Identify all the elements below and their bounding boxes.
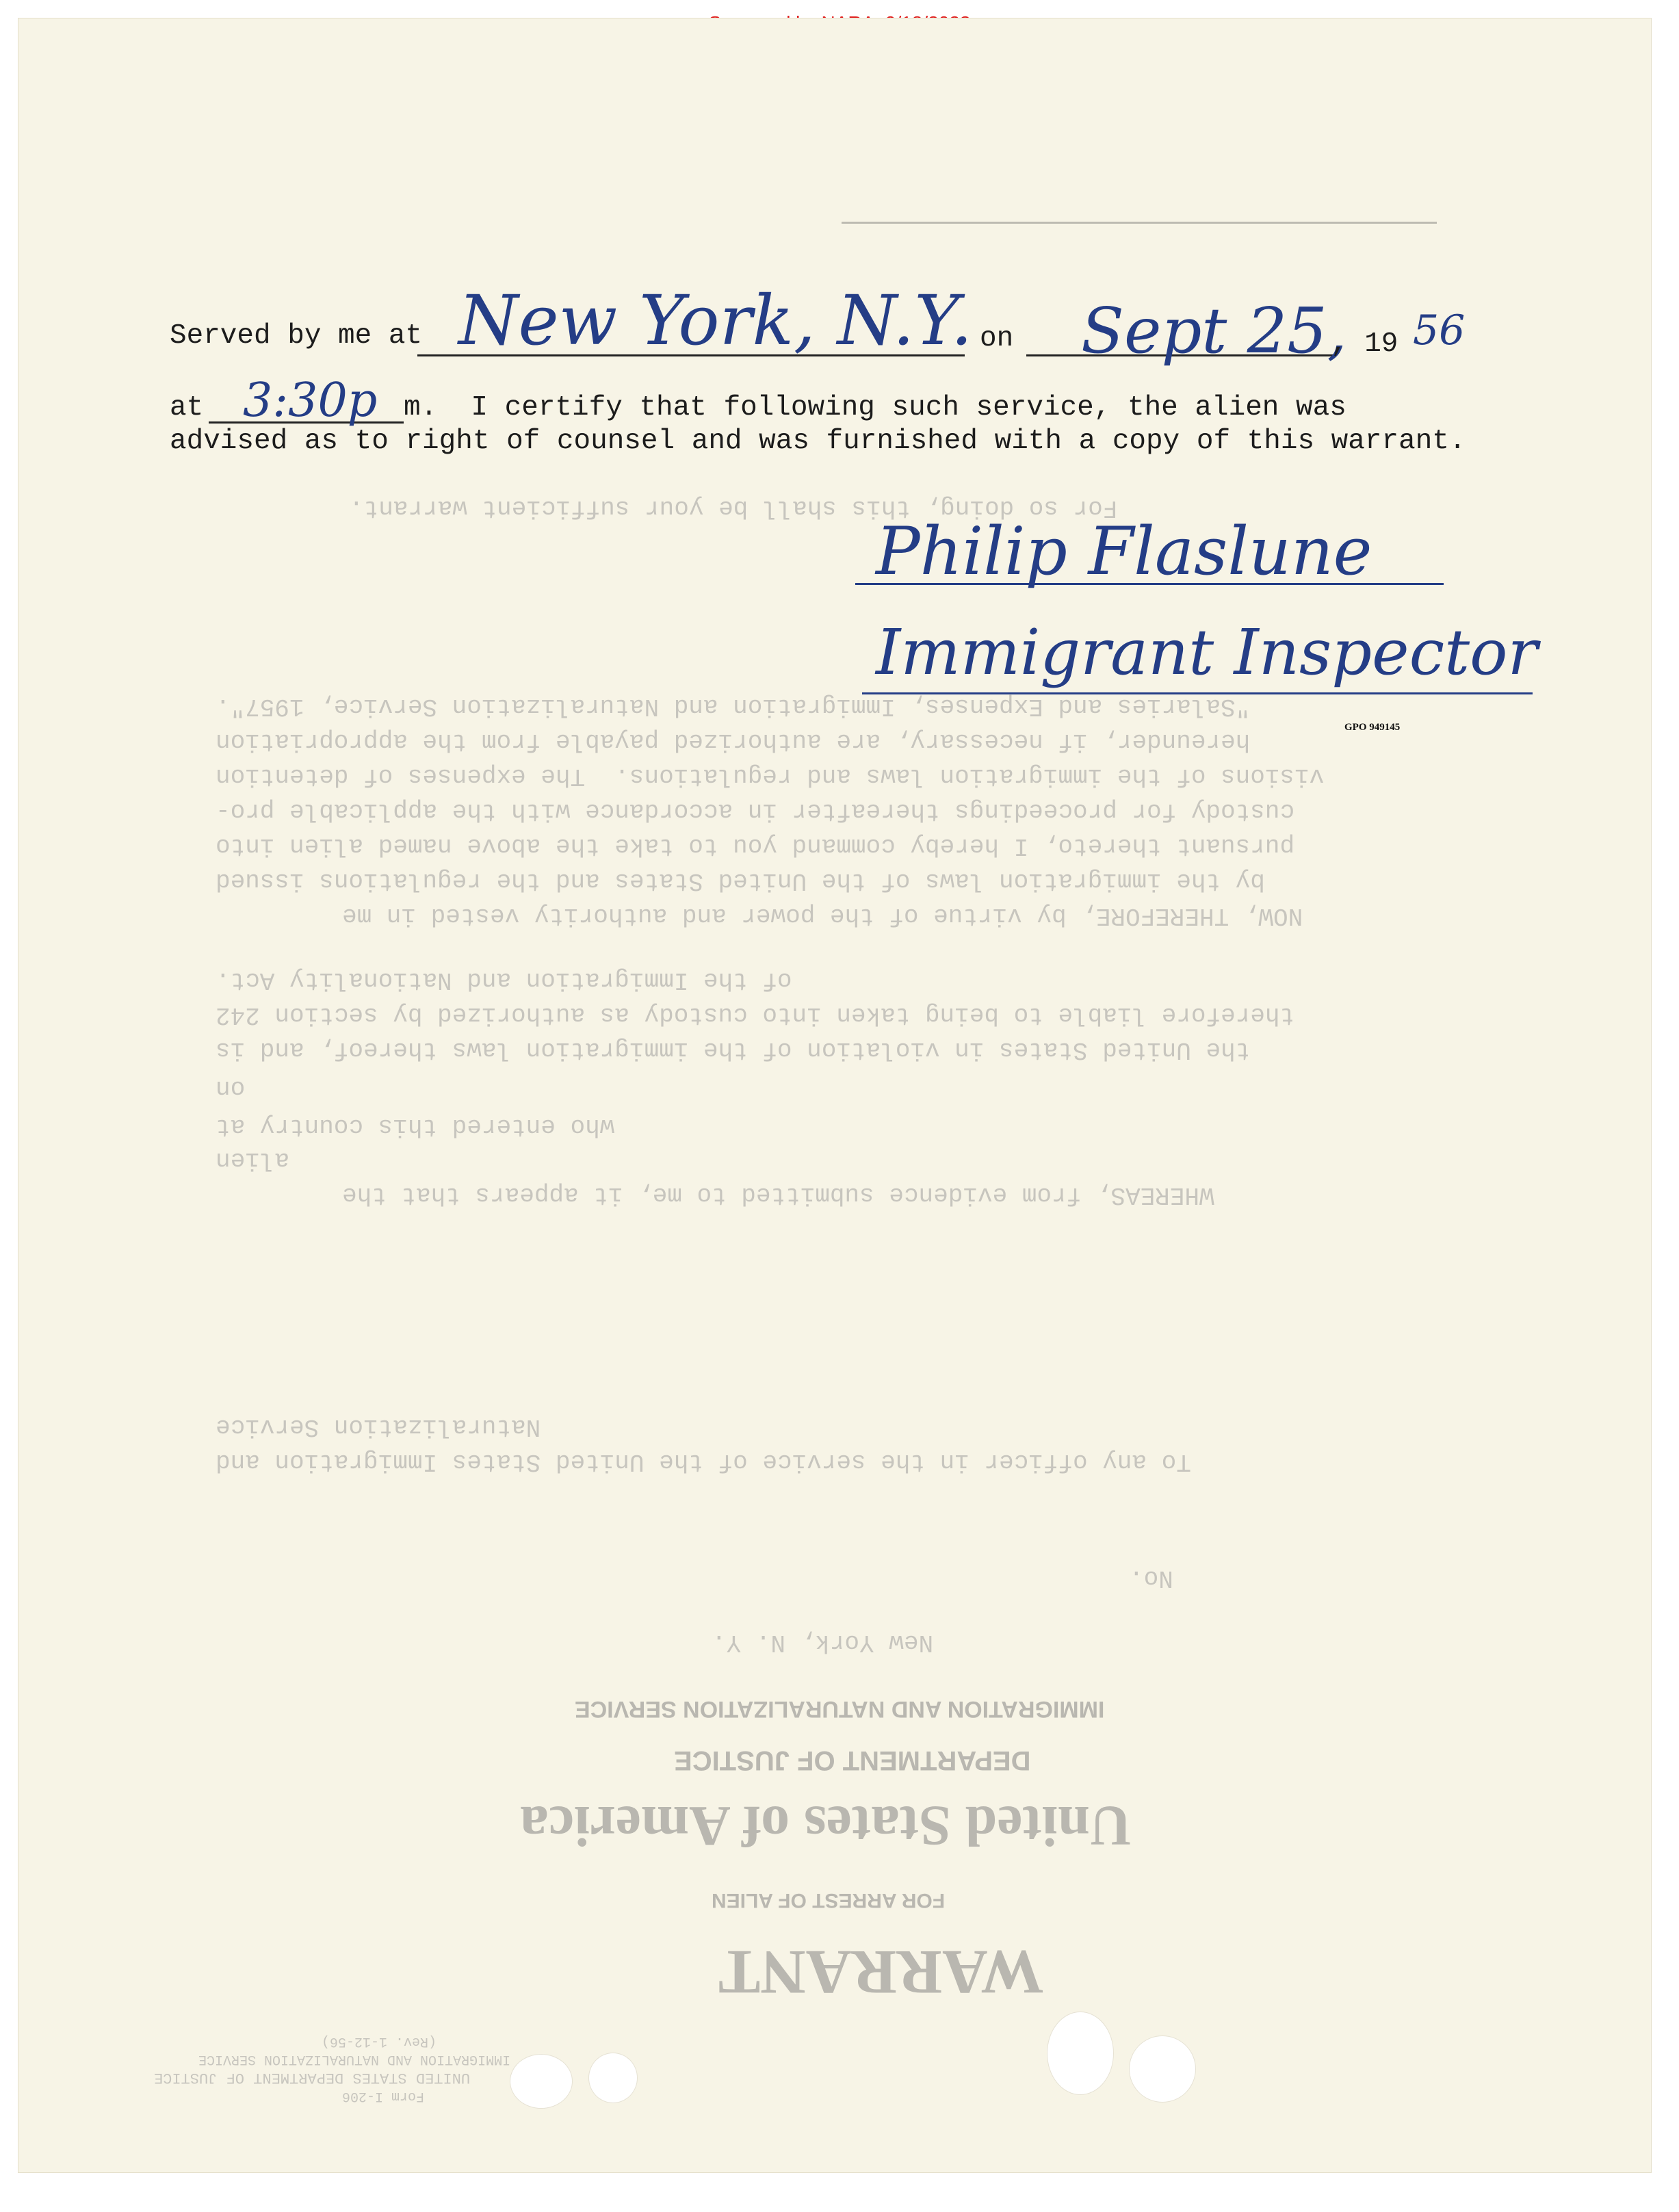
show-through-department: DEPARTMENT OF JUSTICE	[674, 1745, 1031, 1775]
inspector-title: Immigrant Inspector	[876, 616, 1538, 689]
served-on-label: on	[980, 323, 1014, 354]
served-date-value: Sept 25,	[1081, 294, 1347, 367]
show-through-now-line-5: visions of the immigration laws and regulations. The expenses of detention	[216, 762, 1325, 790]
signature-underline	[855, 583, 1444, 585]
show-through-agency: IMMIGRATION AND NATURALIZATION SERVICE	[575, 1696, 1105, 1722]
show-through-now-line-1: NOW, THEREFORE, by virtue of the power and authority vested in me	[342, 902, 1303, 930]
show-through-now-line-2: by the immigration laws of the United States and the regulations issued	[216, 867, 1265, 895]
show-through-now-line-3: pursuant thereto, I hereby command you to take the above named alien into	[216, 832, 1295, 860]
show-through-addressee-line-1: To any officer in the service of the United States Immigration and	[216, 1448, 1191, 1476]
served-place-value: New York, N.Y.	[458, 281, 973, 361]
show-through-whereas-line-4: on	[216, 1074, 246, 1102]
show-through-now-line-7: "Salaries and Expenses, Immigration and Naturalization Service, 1957".	[216, 692, 1251, 720]
show-through-country: United States of America	[520, 1794, 1132, 1858]
show-through-whereas-line-1: WHEREAS, from evidence submitted to me, it appears that the	[342, 1181, 1214, 1209]
time-value: 3:30p	[243, 374, 378, 428]
show-through-form-line-3: IMMIGRATION AND NATURALIZATION SERVICE	[198, 2051, 511, 2067]
show-through-title: WARRANT	[718, 1938, 1044, 2007]
show-through-now-line-6: hereunder, if necessary, are authorized payable from the appropriation	[216, 727, 1251, 755]
show-through-addressee-line-2: Naturalization Service	[216, 1413, 541, 1441]
show-through-whereas-line-7: of the Immigration and Nationality Act.	[216, 966, 792, 994]
show-through-now-line-4: custody for proceedings thereafter in accordance with the applicable pro-	[216, 797, 1295, 825]
show-through-form-line-2: UNITED STATES DEPARTMENT OF JUSTICE	[154, 2069, 471, 2086]
show-through-whereas-line-5: the United States in violation of the immigration laws thereof, and is	[216, 1036, 1251, 1064]
time-at-label: at	[170, 392, 204, 424]
certify-line-1: m. I certify that following such service, the alien was	[404, 392, 1346, 424]
show-through-whereas-line-3: who entered this country at	[216, 1112, 615, 1141]
punch-hole-right-2	[1129, 2035, 1196, 2103]
show-through-form-line-1: Form I-206	[342, 2088, 425, 2104]
show-through-number-label: No.	[1129, 1564, 1173, 1592]
show-through-final-line: For so doing, this shall be your sufficient warrant.	[349, 494, 1118, 522]
show-through-office: New York, N. Y.	[712, 1628, 934, 1656]
show-through-whereas-line-2: alien	[216, 1146, 290, 1174]
show-through-subtitle: FOR ARREST OF ALIEN	[712, 1889, 946, 1912]
inspector-signature: Philip Flaslune	[876, 513, 1372, 590]
show-through-whereas-line-6: therefore liable to being taken into custody as authorized by section 242	[216, 1001, 1295, 1029]
gpo-mark: GPO 949145	[1344, 722, 1401, 733]
title-underline	[862, 692, 1533, 694]
served-year-value: 56	[1413, 307, 1466, 354]
punch-hole-left	[510, 2054, 573, 2109]
certify-line-2: advised as to right of counsel and was furnished with a copy of this warrant.	[170, 426, 1466, 457]
top-rule	[842, 222, 1437, 224]
served-year-prefix: , 19	[1331, 328, 1398, 360]
punch-hole-left-2	[588, 2053, 638, 2103]
punch-hole-right	[1047, 2012, 1114, 2095]
served-by-label: Served by me at	[170, 320, 423, 352]
show-through-form-line-4: (Rev. 1-12-56)	[322, 2033, 437, 2049]
